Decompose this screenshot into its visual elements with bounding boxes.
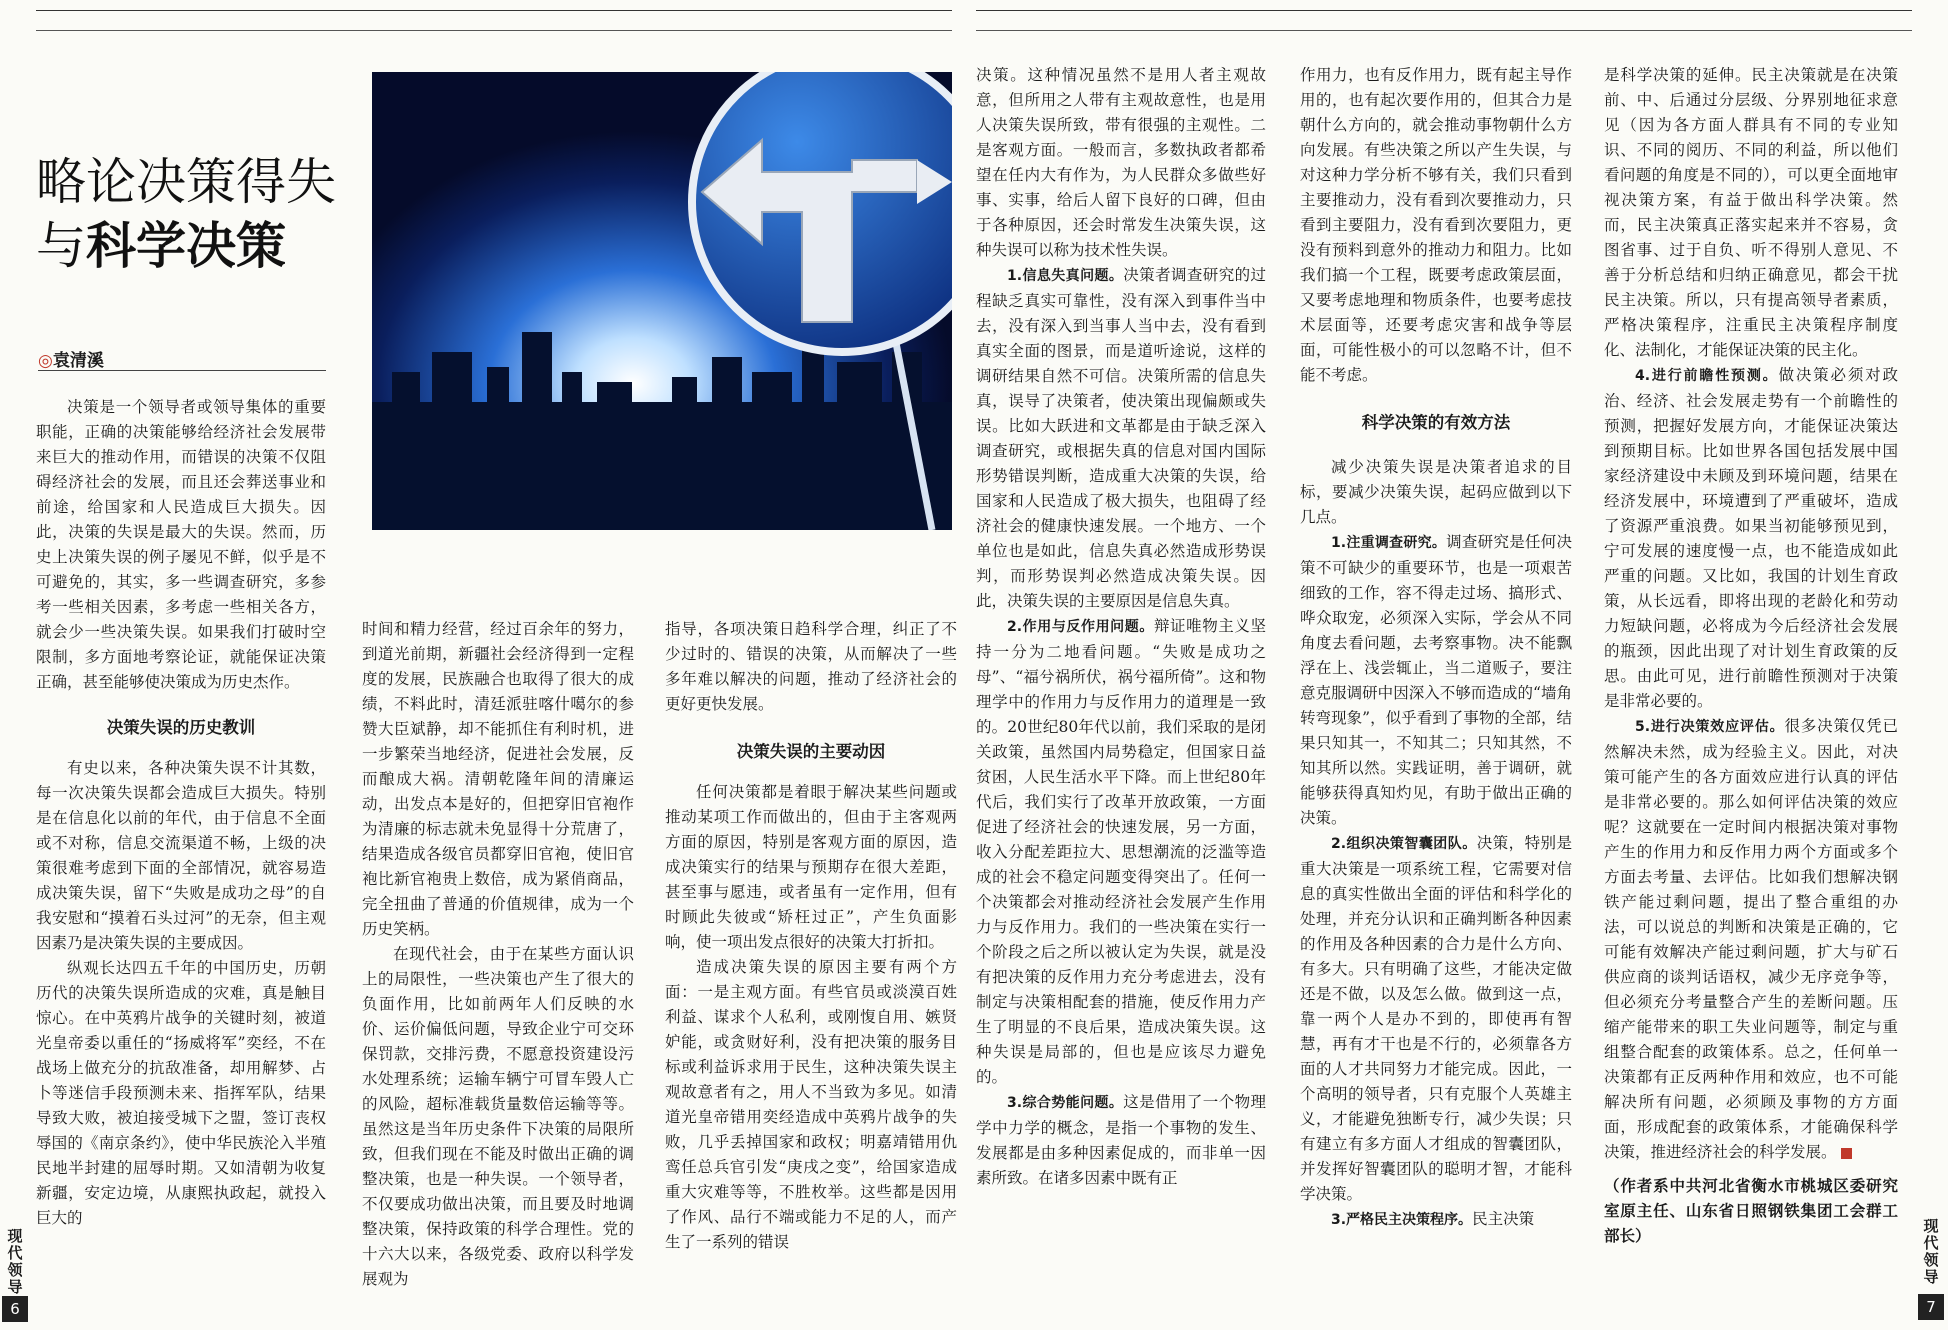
magazine-label-right: 现代领导 xyxy=(1923,1217,1939,1286)
magazine-label-left: 现代领导 xyxy=(7,1227,23,1296)
subheading: 4.进行前瞻性预测。 xyxy=(1635,368,1779,384)
subheading: 1.信息失真问题。 xyxy=(1007,268,1124,284)
paragraph-text: 决策者调查研究的过程缺乏真实可靠性，没有深入到事件当中去，没有深入到当事人当中去，没有看到真实全面的图景，而是道听途说，这样的调研结果自然不可信。决策所需的信息失真，误导了决策者，使决策出现偏颇或失误。比如大跃进和文革都是由于缺乏深入调查研究，或根据失真的信息对国内国际形势错误判断，造成重大决策的失误，给国家和人民造成了极大损失，也阻碍了经济社会的健康快速发展。一个地方、一个单位也是如此，信息失真必然造成形势误判，而形势误判必然造成决策失误。因此，决策失误的主要原因是信息失真。 xyxy=(976,266,1266,610)
paragraph: 时间和精力经营，经过百余年的努力，到道光前期，新疆社会经济得到一定程度的发展，民族融合也取得了很大的成绩，不料此时，清廷派驻喀什噶尔的参赞大臣斌静，却不能抓住有利时机，进一步繁荣当地经济，促进社会发展，反而酿成大祸。清朝乾隆年间的清廉运动，出发点本是好的，但把穿旧官袍作为清廉的标志就未免显得十分荒唐了，结果造成各级官员都穿旧官袍，使旧官袍比新官袍贵上数倍，成为紧俏商品，完全扭曲了普通的价值规律，成为一个历史笑柄。 xyxy=(362,620,634,938)
subheading: 2.组织决策智囊团队。 xyxy=(1331,836,1477,852)
column-6 xyxy=(1604,63,1898,1248)
article-title xyxy=(36,150,356,278)
paragraph: 指导，各项决策日趋科学合理，纠正了不少过时的、错误的决策，从而解决了一些多年难以解决的问题，推动了经济社会的更好更快发展。 xyxy=(665,620,957,713)
top-rule-right xyxy=(976,10,1912,11)
paragraph-text: 辩证唯物主义坚持一分为二地看问题。“失败是成功之母”、“福兮祸所伏，祸兮福所倚”。这和物理学中的作用力与反作用力的道理是一致的。20世纪80年代以前，我们采取的是闭关政策，虽然国内局势稳定，但国家日益贫困，人民生活水平下降。而上世纪80年代后，我们实行了改革开放政策，一方面促进了经济社会的快速发展，另一方面，收入分配差距拉大、思想潮流的泛滥等造成的社会不稳定问题变得突出了。任何一个决策都会对推动经济社会发展产生作用力与反作用力。我们的一些决策在实行一个阶段之后之所以被认定为失误，就是没有把决策的反作用力充分考虑进去，没有制定与决策相配套的措施，使反作用力产生了明显的不良后果，造成决策失误。这种失误是局部的，但也是应该尽力避免的。 xyxy=(976,617,1266,1086)
paragraph: 任何决策都是着眼于解决某些问题或推动某项工作而做出的，但由于主客观两方面的原因，特别是客观方面的原因，造成决策实行的结果与预期存在很大差距，甚至事与愿违，或者虽有一定作用，但有时顾此失彼或“矫枉过正”，产生负面影响，使一项出发点很好的决策大打折扣。 xyxy=(665,783,957,951)
subheading: 3.综合势能问题。 xyxy=(1007,1095,1124,1111)
paragraph: 纵观长达四五千年的中国历史，历朝历代的决策失误所造成的灾难，真是触目惊心。在中英鸦片战争的关键时刻，被道光皇帝委以重任的“扬威将军”奕经，不在战场上做充分的抗敌准备，却用解梦、占卜等迷信手段预测未来、指挥军队，结果导致大败，被迫接受城下之盟，签订丧权辱国的《南京条约》，使中华民族沦入半殖民地半封建的屈辱时期。又如清朝为收复新疆，安定边境，从康熙执政起，就投入巨大的 xyxy=(36,959,326,1227)
column-2 xyxy=(362,617,634,1292)
paragraph xyxy=(976,1090,1266,1191)
title-line-2-plain: 与 xyxy=(36,217,86,275)
paragraph xyxy=(976,614,1266,1090)
paragraph-text: 决策，特别是重大决策是一项系统工程，它需要对信息的真实性做出全面的评估和科学化的处理，并充分认识和正确判断各种因素的作用及各种因素的合力是什么方向、有多大。只有明确了这些，才能决定做还是不做，以及怎么做。做到这一点，靠一两个人是办不到的，即使再有智慧，再有才干也是不行的，必须靠各方面的人才共同努力才能完成。因此，一个高明的领导者，只有克服个人英雄主义，才能避免独断专行，减少失误；只有建立有多方面人才组成的智囊团队，并发挥好智囊团队的聪明才智，才能科学决策。 xyxy=(1300,834,1572,1203)
paragraph: 有史以来，各种决策失误不计其数，每一次决策失误都会造成巨大损失。特别是在信息化以前的年代，由于信息不全面或不对称，信息交流渠道不畅，上级的决策很难考虑到下面的全部情况，就容易造成决策失误，留下“失败是成功之母”的自我安慰和“摸着石头过河”的无奈，但主观因素乃是决策失误的主要成因。 xyxy=(36,759,326,952)
top-rule-left xyxy=(36,10,952,11)
column-1 xyxy=(36,395,326,1231)
paragraph-text: 这是借用了一个物理学中力学的概念，是指一个事物的发生、发展都是由多种因素促成的，而非单一因素所致。在诸多因素中既有正 xyxy=(976,1093,1266,1187)
paragraph: 造成决策失误的原因主要有两个方面：一是主观方面。有些官员或淡漠百姓利益、谋求个人私利，或刚愎自用、嫉贤妒能，或贪财好利，没有把决策的服务目标或利益诉求用于民生，这种决策失误主观故意者有之，用人不当致为多见。如清道光皇帝错用奕经造成中英鸦片战争的失败，几乎丢掉国家和政权；明嘉靖错用仇鸾任总兵官引发“庚戌之变”，给国家造成重大灾难等等，不胜枚举。这些都是因用了作风、品行不端或能力不足的人，而产生了一系列的错误 xyxy=(665,958,957,1251)
paragraph-text: 很多决策仅凭已然解决未然，成为经验主义。因此，对决策可能产生的各方面效应进行认真的评估是非常必要的。那么如何评估决策的效应呢？这就要在一定时间内根据决策对事物产生的作用力和反作用力两个方面或多个方面去考量、去评估。比如我们想解决钢铁产能过剩问题，提出了整合重组的办法，可以说总的判断和决策是正确的，它可能有效解决产能过剩问题，扩大与矿石供应商的谈判话语权，减少无序竞争等，但必须充分考量整合产生的差断问题。压缩产能带来的职工失业问题等，制定与重组整合配套的政策体系。总之，任何单一决策都有正反两种作用和效应，也不可能解决所有问题，必须顾及事物的方方面面，形成配套的政策体系，才能确保科学决策，推进经济社会的科学发展。 xyxy=(1604,717,1898,1161)
paragraph xyxy=(1604,363,1898,714)
end-mark-icon xyxy=(1841,1148,1852,1159)
title-line-2-bold: 科学决策 xyxy=(86,217,286,275)
author-underline xyxy=(38,370,326,371)
section-heading-cause: 决策失误的主要动因 xyxy=(736,742,886,761)
column-3 xyxy=(665,617,957,1255)
author-name: 袁清溪 xyxy=(52,351,104,371)
subheading: 2.作用与反作用问题。 xyxy=(1007,619,1154,635)
subheading: 3.严格民主决策程序。 xyxy=(1331,1212,1473,1228)
author-mark-icon: ◎ xyxy=(38,351,53,371)
paragraph xyxy=(1300,831,1572,1207)
column-4 xyxy=(976,63,1266,1191)
paragraph: 减少决策失误是决策者追求的目标，要减少决策失误，起码应做到以下几点。 xyxy=(1300,458,1572,526)
paragraph-text: 做决策必须对政治、经济、社会发展走势有一个前瞻性的预测，把握好发展方向，才能保证决策达到预期目标。比如世界各国包括发展中国家经济建设中未顾及到环境问题，结果在经济发展中，环境遭到了严重破坏，造成了资源严重浪费。如果当初能够预见到，宁可发展的速度慢一点，也不能造成如此严重的问题。又比如，我国的计划生育政策，从长远看，即将出现的老龄化和劳动力短缺问题，必将成为今后经济社会发展的瓶颈，因此出现了对计划生育政策的反思。由此可见，进行前瞻性预测对于决策是非常必要的。 xyxy=(1604,366,1898,710)
title-line-1: 略论决策得失 xyxy=(36,153,336,211)
paragraph-text: 调查研究是任何决策不可缺少的重要环节，也是一项艰苦细致的工作，容不得走过场、搞形式、哗众取宠，必须深入实际，学会从不同角度去看问题，去考察事物。决不能飘浮在上、浅尝辄止，当二道贩子，要注意克服调研中因深入不够而造成的“墙角转弯现象”，似乎看到了事物的全部，结果只知其一，不知其二；只知其然，不知其所以然。实践证明，善于调研，就能够获得真知灼见，有助于做出正确的决策。 xyxy=(1300,533,1572,827)
page-number-right: 7 xyxy=(1918,1294,1944,1320)
subheading: 5.进行决策效应评估。 xyxy=(1635,719,1785,735)
thin-rule-right xyxy=(976,30,1912,31)
paragraph: 在现代社会，由于在某些方面认识上的局限性，一些决策也产生了很大的负面作用，比如前两年人们反映的水价、运价偏低问题，导致企业宁可交环保罚款，交排污费，不愿意投资建设污水处理系统；运输车辆宁可冒车毁人亡的风险，超标准载货量数倍运输等等。虽然这是当年历史条件下决策的局限所致，但我们现在不能及时做出正确的调整决策，也是一种失误。一个领导者，不仅要成功做出决策，而且要及时地调整决策，保持政策的科学合理性。党的十六大以来，各级党委、政府以科学发展观为 xyxy=(362,945,634,1288)
intro-paragraph: 决策是一个领导者或领导集体的重要职能，正确的决策能够给经济社会发展带来巨大的推动作用，而错误的决策不仅阻碍经济社会的发展，而且还会葬送事业和前途，给国家和人民造成巨大损失。因此，决策的失误是最大的失误。然而，历史上决策失误的例子屡见不鲜，似乎是不可避免的，其实，多一些调查研究，多参考一些相关因素，多考虑一些相关各方，就会少一些决策失误。如果我们打破时空限制，多方面地考察论证，就能保证决策正确，甚至能够使决策成为历史杰作。 xyxy=(36,398,326,691)
paragraph xyxy=(976,263,1266,614)
paragraph-text: 民主决策 xyxy=(1472,1210,1535,1228)
thin-rule-left xyxy=(36,30,952,31)
section-heading-method: 科学决策的有效方法 xyxy=(1361,413,1511,432)
column-5 xyxy=(1300,63,1572,1233)
paragraph: 是科学决策的延伸。民主决策就是在决策前、中、后通过分层级、分界别地征求意见（因为各方面人群具有不同的专业知识、不同的阅历、不同的利益，所以他们看问题的角度是不同的），可以更全面地审视决策方案，有益于做出科学决策。然而，民主决策真正落实起来并不容易，贪图省事、过于自负、听不得别人意见、不善于分析总结和归纳正确意见，都会干扰民主决策。所以，只有提高领导者素质，严格决策程序，注重民主决策程序制度化、法制化，才能保证决策的民主化。 xyxy=(1604,66,1898,359)
title-line-2 xyxy=(36,214,356,278)
paragraph xyxy=(1604,714,1898,1165)
page-number-left: 6 xyxy=(2,1296,28,1322)
paragraph: 决策。这种情况虽然不是用人者主观故意，但所用之人带有主观故意性，也是用人决策失误所致，带有很强的主观性。二是客观方面。一般而言，多数执政者都希望在任内大有作为，为人民群众多做些好事、实事，给后人留下良好的口碑，但由于各种原因，还会时常发生决策失误，这种失误可以称为技术性失误。 xyxy=(976,66,1266,259)
road-sign-illustration xyxy=(372,72,952,530)
section-heading-history: 决策失误的历史教训 xyxy=(106,718,256,737)
author-note: （作者系中共河北省衡水市桃城区委研究室原主任、山东省日照钢铁集团工会群工部长） xyxy=(1604,1176,1898,1245)
paragraph: 作用力，也有反作用力，既有起主导作用的，也有起次要作用的，但其合力是朝什么方向的，就会推动事物朝什么方向发展。有些决策之所以产生失误，与对这种力学分析不够有关，我们只看到主要推动力，没有看到次要推动力，只看到主要阻力，没有看到次要阻力，更没有预料到意外的推动力和阻力。比如我们搞一个工程，既要考虑政策层面，又要考虑地理和物质条件，也要考虑技术层面等，还要考虑灾害和战争等层面，可能性极小的可以忽略不计，但不能不考虑。 xyxy=(1300,66,1572,384)
subheading: 1.注重调查研究。 xyxy=(1331,535,1447,551)
paragraph xyxy=(1300,530,1572,831)
road-sign-photo xyxy=(372,72,952,530)
paragraph xyxy=(1300,1207,1572,1233)
author-byline xyxy=(38,346,104,371)
